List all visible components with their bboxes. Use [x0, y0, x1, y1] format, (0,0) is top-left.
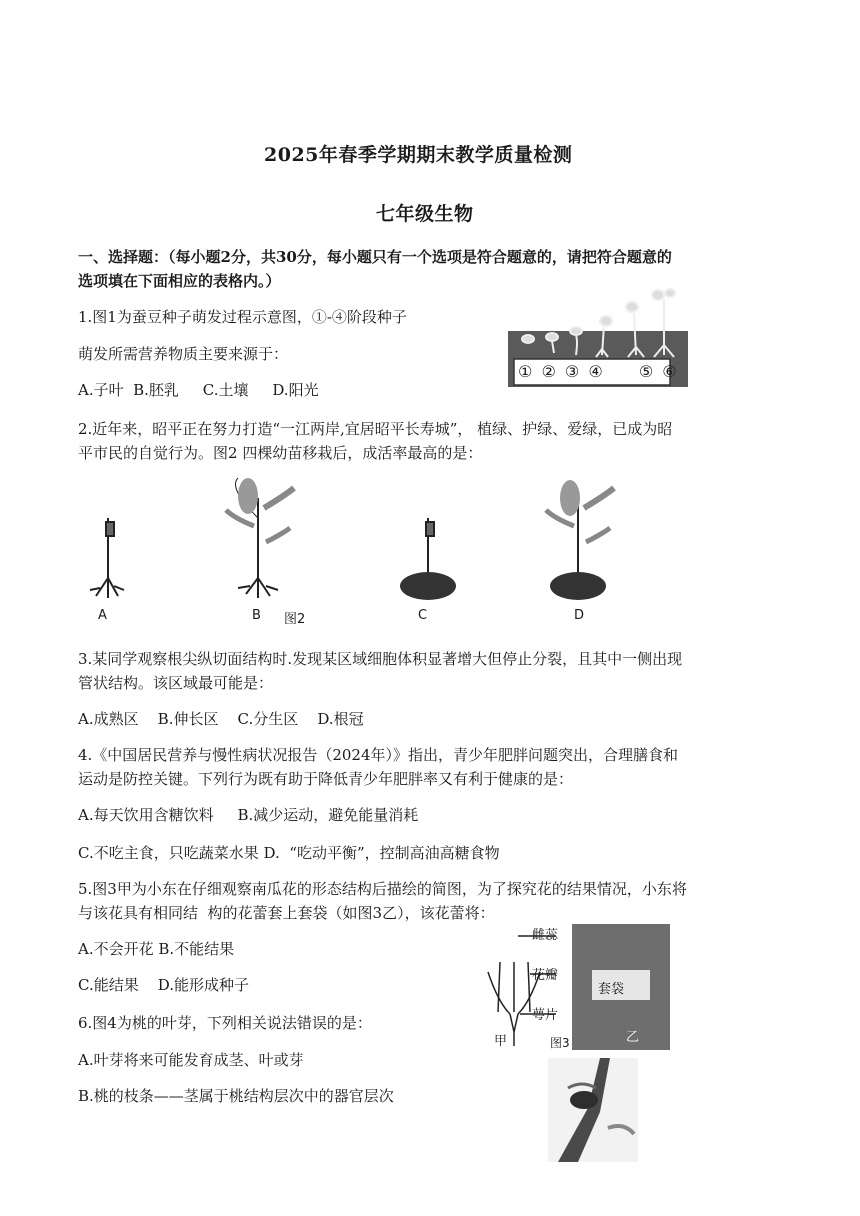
seedling-b — [226, 478, 294, 598]
q6-stem: 6.图4为桃的叶芽，下列相关说法错误的是： — [78, 1014, 372, 1032]
q2-stem: 2.近年来，昭平正在努力打造“一江两岸,宜居昭平长寿城”， 植绿、护绿、爱绿，已成为昭 — [78, 420, 673, 438]
q6-option-b: B.桃的枝条——茎属于桃结构层次中的器官层次 — [78, 1087, 394, 1105]
seed-1 — [522, 335, 534, 343]
q6-option-a: A.叶芽将来可能发育成茎、叶或芽 — [78, 1051, 304, 1069]
fig3-label-petal: 花瓣 — [532, 968, 559, 983]
fig1-label-3: ③ — [564, 362, 580, 381]
fig1-label-1: ① — [518, 362, 533, 381]
q4-options-ab: A.每天饮用含糖饮料 B.减少运动，避免能量消耗 — [78, 806, 419, 824]
fig2-label-caption: 图2 — [284, 612, 306, 627]
fig3-label-pistil: 雌蕊 — [532, 928, 559, 943]
seedling-c — [400, 518, 456, 600]
fig3-label-sepal: 萼片 — [532, 1008, 559, 1023]
q3-options: A.成熟区 B.伸长区 C.分生区 D.根冠 — [78, 710, 364, 728]
fig1-label-5: ⑤ — [638, 362, 654, 381]
figure-3-flower — [474, 922, 674, 1052]
q3-stem: 3.某同学观察根尖纵切面结构时.发现某区域细胞体积显著增大但停止分裂，且其中一侧出现 — [78, 650, 683, 668]
figure-1-germination — [508, 285, 688, 389]
q4-stem: 4.《中国居民营养与慢性病状况报告（2024年）》指出，青少年肥胖问题突出，合理膳食和 — [78, 746, 678, 764]
fig2-label-d: D — [574, 608, 585, 623]
q5-options-cd: C.能结果 D.能形成种子 — [78, 976, 250, 994]
fig3-label-bag: 套袋 — [598, 982, 625, 997]
q1-stem-cont: 萌发所需营养物质主要来源于： — [78, 345, 289, 363]
figure-2-seedlings — [78, 478, 638, 628]
seed-6 — [652, 290, 664, 300]
fig3-label-yi: 乙 — [626, 1030, 640, 1045]
section-heading: 一、选择题：（每小题2分，共30分，每小题只有一个选项是符合题意的，请把符合题意的 — [78, 248, 672, 266]
q5-stem-cont: 与该花具有相同结 构的花蕾套上套袋（如图3乙），该花蕾将： — [78, 904, 495, 922]
fig2-label-a: A — [98, 608, 107, 623]
q3-stem-cont: 管状结构。该区域最可能是： — [78, 674, 274, 692]
fig1-label-6: ⑥ — [662, 362, 677, 381]
q1-options: A.子叶 B.胚乳 C.土壤 D.阳光 — [78, 381, 319, 399]
q5-options-ab: A.不会开花 B.不能结果 — [78, 940, 235, 958]
fig2-label-b: B — [252, 608, 261, 623]
q2-stem-cont: 平市民的自觉行为。图2 四棵幼苗移栽后，成活率最高的是： — [78, 444, 483, 462]
seed-3 — [570, 327, 582, 335]
seedling-a — [90, 518, 124, 598]
fig3-caption: 图3 — [550, 1036, 570, 1050]
fig1-label-2: ② — [541, 362, 556, 381]
q4-stem-cont: 运动是防控关键。下列行为既有助于降低青少年肥胖率又有利于健康的是： — [78, 770, 574, 788]
fig2-label-c: C — [418, 608, 428, 623]
seedling-d — [546, 480, 614, 600]
fig1-label-4: ④ — [588, 362, 603, 381]
q5-stem: 5.图3甲为小东在仔细观察南瓜花的形态结构后描绘的简图，为了探究花的结果情况，小东将 — [78, 880, 687, 898]
q1-stem: 1.图1为蚕豆种子萌发过程示意图，①-④阶段种子 — [78, 308, 407, 326]
section-heading-cont: 选项填在下面相应的表格内。） — [78, 272, 281, 290]
bud — [570, 1091, 598, 1109]
seed-2 — [546, 333, 558, 341]
seed-5 — [626, 302, 638, 312]
q4-options-cd: C.不吃主食，只吃蔬菜水果 D. “吃动平衡”，控制高油高糖食物 — [78, 844, 500, 862]
page-subtitle: 七年级生物 — [376, 203, 474, 225]
page-title: 2025年春季学期期末教学质量检测 — [264, 144, 573, 166]
fig3-label-jia: 甲 — [494, 1034, 508, 1049]
seed-4 — [600, 316, 612, 326]
figure-4-leaf-bud — [548, 1058, 638, 1162]
